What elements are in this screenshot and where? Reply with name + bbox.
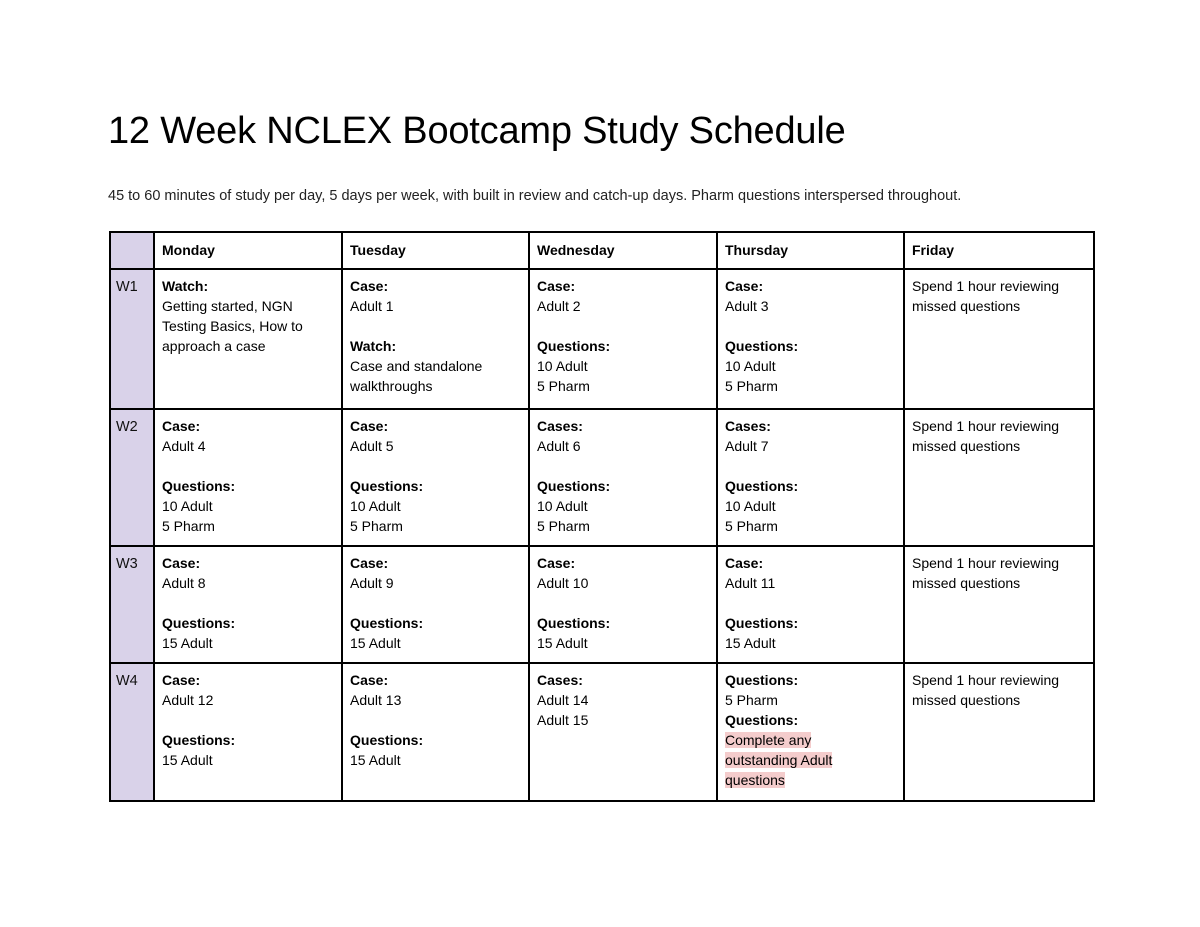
spacer bbox=[162, 456, 334, 476]
cell-heading: Case: bbox=[537, 278, 576, 294]
cell-wednesday bbox=[529, 663, 717, 801]
week-cell bbox=[110, 409, 154, 546]
cell-text: 10 Adult bbox=[537, 358, 588, 374]
cell-heading: Case: bbox=[162, 672, 201, 688]
header-tuesday: Tuesday bbox=[342, 232, 529, 269]
table-row bbox=[110, 546, 1094, 663]
highlight-span: outstanding Adult bbox=[725, 752, 833, 768]
spacer bbox=[162, 710, 334, 730]
cell-text: Getting started, NGN Testing Basics, How to approach a case bbox=[162, 298, 303, 354]
cell-text: 15 Adult bbox=[350, 635, 401, 651]
cell-text: 5 Pharm bbox=[162, 518, 215, 534]
week-cell bbox=[110, 546, 154, 663]
cell-heading: Questions: bbox=[350, 732, 424, 748]
table-row bbox=[110, 663, 1094, 801]
cell-heading: Watch: bbox=[162, 278, 209, 294]
spacer bbox=[537, 456, 709, 476]
cell-heading: Questions: bbox=[537, 478, 611, 494]
page-title: 12 Week NCLEX Bootcamp Study Schedule bbox=[108, 110, 846, 152]
cell-text: Spend 1 hour reviewing missed questions bbox=[912, 672, 1060, 708]
cell-monday bbox=[154, 546, 342, 663]
cell-text: Adult 4 bbox=[162, 438, 206, 454]
cell-tuesday bbox=[342, 409, 529, 546]
spacer bbox=[537, 593, 709, 613]
cell-friday bbox=[904, 546, 1094, 663]
header-wednesday: Wednesday bbox=[529, 232, 717, 269]
cell-text: Adult 5 bbox=[350, 438, 394, 454]
cell-text: Adult 14 bbox=[537, 692, 589, 708]
cell-heading: Case: bbox=[162, 418, 201, 434]
week-cell bbox=[110, 663, 154, 801]
cell-text: Spend 1 hour reviewing missed questions bbox=[912, 555, 1060, 591]
cell-text: Adult 1 bbox=[350, 298, 394, 314]
cell-text: 15 Adult bbox=[162, 635, 213, 651]
highlighted-text bbox=[725, 750, 896, 770]
week-label: W2 bbox=[116, 419, 138, 435]
cell-heading: Questions: bbox=[162, 478, 236, 494]
cell-heading: Questions: bbox=[725, 712, 799, 728]
spacer bbox=[725, 456, 896, 476]
cell-text: 5 Pharm bbox=[537, 378, 590, 394]
cell-heading: Case: bbox=[350, 672, 389, 688]
cell-text: 10 Adult bbox=[162, 498, 213, 514]
page-subtitle: 45 to 60 minutes of study per day, 5 days per week, with built in review and catch-up days. Pharm questions interspersed throughout. bbox=[108, 188, 962, 204]
schedule-table bbox=[109, 231, 1095, 802]
cell-wednesday bbox=[529, 269, 717, 409]
cell-monday bbox=[154, 269, 342, 409]
spacer bbox=[725, 316, 896, 336]
cell-heading: Cases: bbox=[537, 418, 583, 434]
spacer bbox=[350, 593, 521, 613]
cell-wednesday bbox=[529, 409, 717, 546]
cell-text: 10 Adult bbox=[725, 358, 776, 374]
cell-wednesday bbox=[529, 546, 717, 663]
highlighted-text bbox=[725, 730, 896, 750]
cell-text: Adult 2 bbox=[537, 298, 581, 314]
spacer bbox=[162, 593, 334, 613]
cell-text: 15 Adult bbox=[725, 635, 776, 651]
cell-text: Adult 6 bbox=[537, 438, 581, 454]
spacer bbox=[537, 316, 709, 336]
cell-heading: Case: bbox=[162, 555, 201, 571]
cell-heading: Case: bbox=[350, 418, 389, 434]
cell-heading: Case: bbox=[725, 278, 764, 294]
week-cell bbox=[110, 269, 154, 409]
cell-heading: Questions: bbox=[162, 732, 236, 748]
cell-text: Adult 7 bbox=[725, 438, 769, 454]
cell-text: 5 Pharm bbox=[537, 518, 590, 534]
cell-text: 5 Pharm bbox=[725, 378, 778, 394]
header-thursday: Thursday bbox=[717, 232, 904, 269]
highlight-span: Complete any bbox=[725, 732, 812, 748]
cell-friday bbox=[904, 409, 1094, 546]
cell-heading: Questions: bbox=[162, 615, 236, 631]
cell-heading: Questions: bbox=[725, 615, 799, 631]
cell-text: Adult 9 bbox=[350, 575, 394, 591]
header-row bbox=[110, 232, 1094, 269]
cell-text: 10 Adult bbox=[537, 498, 588, 514]
cell-text: 5 Pharm bbox=[725, 518, 778, 534]
cell-text: Adult 15 bbox=[537, 712, 589, 728]
table-row bbox=[110, 269, 1094, 409]
cell-thursday bbox=[717, 269, 904, 409]
header-corner bbox=[110, 232, 154, 269]
highlight-span: questions bbox=[725, 772, 785, 788]
cell-thursday bbox=[717, 663, 904, 801]
cell-monday bbox=[154, 409, 342, 546]
cell-heading: Questions: bbox=[350, 478, 424, 494]
week-label: W3 bbox=[116, 556, 138, 572]
cell-text: Adult 8 bbox=[162, 575, 206, 591]
cell-tuesday bbox=[342, 269, 529, 409]
table-row bbox=[110, 409, 1094, 546]
cell-heading: Watch: bbox=[350, 338, 397, 354]
cell-text: 10 Adult bbox=[350, 498, 401, 514]
cell-friday bbox=[904, 269, 1094, 409]
cell-monday bbox=[154, 663, 342, 801]
cell-text: 15 Adult bbox=[537, 635, 588, 651]
week-label: W4 bbox=[116, 673, 138, 689]
cell-heading: Questions: bbox=[725, 672, 799, 688]
cell-thursday bbox=[717, 546, 904, 663]
cell-friday bbox=[904, 663, 1094, 801]
spacer bbox=[725, 593, 896, 613]
cell-heading: Cases: bbox=[537, 672, 583, 688]
spacer bbox=[350, 316, 521, 336]
cell-text: 5 Pharm bbox=[725, 692, 778, 708]
cell-heading: Case: bbox=[350, 278, 389, 294]
cell-heading: Questions: bbox=[537, 615, 611, 631]
cell-text: Spend 1 hour reviewing missed questions bbox=[912, 278, 1060, 314]
cell-thursday bbox=[717, 409, 904, 546]
cell-text: Adult 10 bbox=[537, 575, 589, 591]
cell-text: Case and standalone walkthroughs bbox=[350, 358, 483, 394]
cell-text: Adult 13 bbox=[350, 692, 402, 708]
week-label: W1 bbox=[116, 279, 138, 295]
header-friday: Friday bbox=[904, 232, 1094, 269]
cell-text: 15 Adult bbox=[162, 752, 213, 768]
cell-text: Adult 11 bbox=[725, 575, 776, 591]
cell-heading: Case: bbox=[537, 555, 576, 571]
spacer bbox=[350, 456, 521, 476]
cell-heading: Questions: bbox=[350, 615, 424, 631]
cell-text: 15 Adult bbox=[350, 752, 401, 768]
cell-heading: Questions: bbox=[537, 338, 611, 354]
cell-text: 5 Pharm bbox=[350, 518, 403, 534]
cell-heading: Questions: bbox=[725, 338, 799, 354]
highlighted-text bbox=[725, 770, 896, 790]
cell-text: 10 Adult bbox=[725, 498, 776, 514]
spacer bbox=[350, 710, 521, 730]
cell-heading: Questions: bbox=[725, 478, 799, 494]
cell-heading: Case: bbox=[725, 555, 764, 571]
cell-text: Spend 1 hour reviewing missed questions bbox=[912, 418, 1060, 454]
cell-tuesday bbox=[342, 546, 529, 663]
cell-text: Adult 3 bbox=[725, 298, 769, 314]
cell-heading: Cases: bbox=[725, 418, 771, 434]
header-monday: Monday bbox=[154, 232, 342, 269]
cell-heading: Case: bbox=[350, 555, 389, 571]
cell-text: Adult 12 bbox=[162, 692, 214, 708]
cell-tuesday bbox=[342, 663, 529, 801]
